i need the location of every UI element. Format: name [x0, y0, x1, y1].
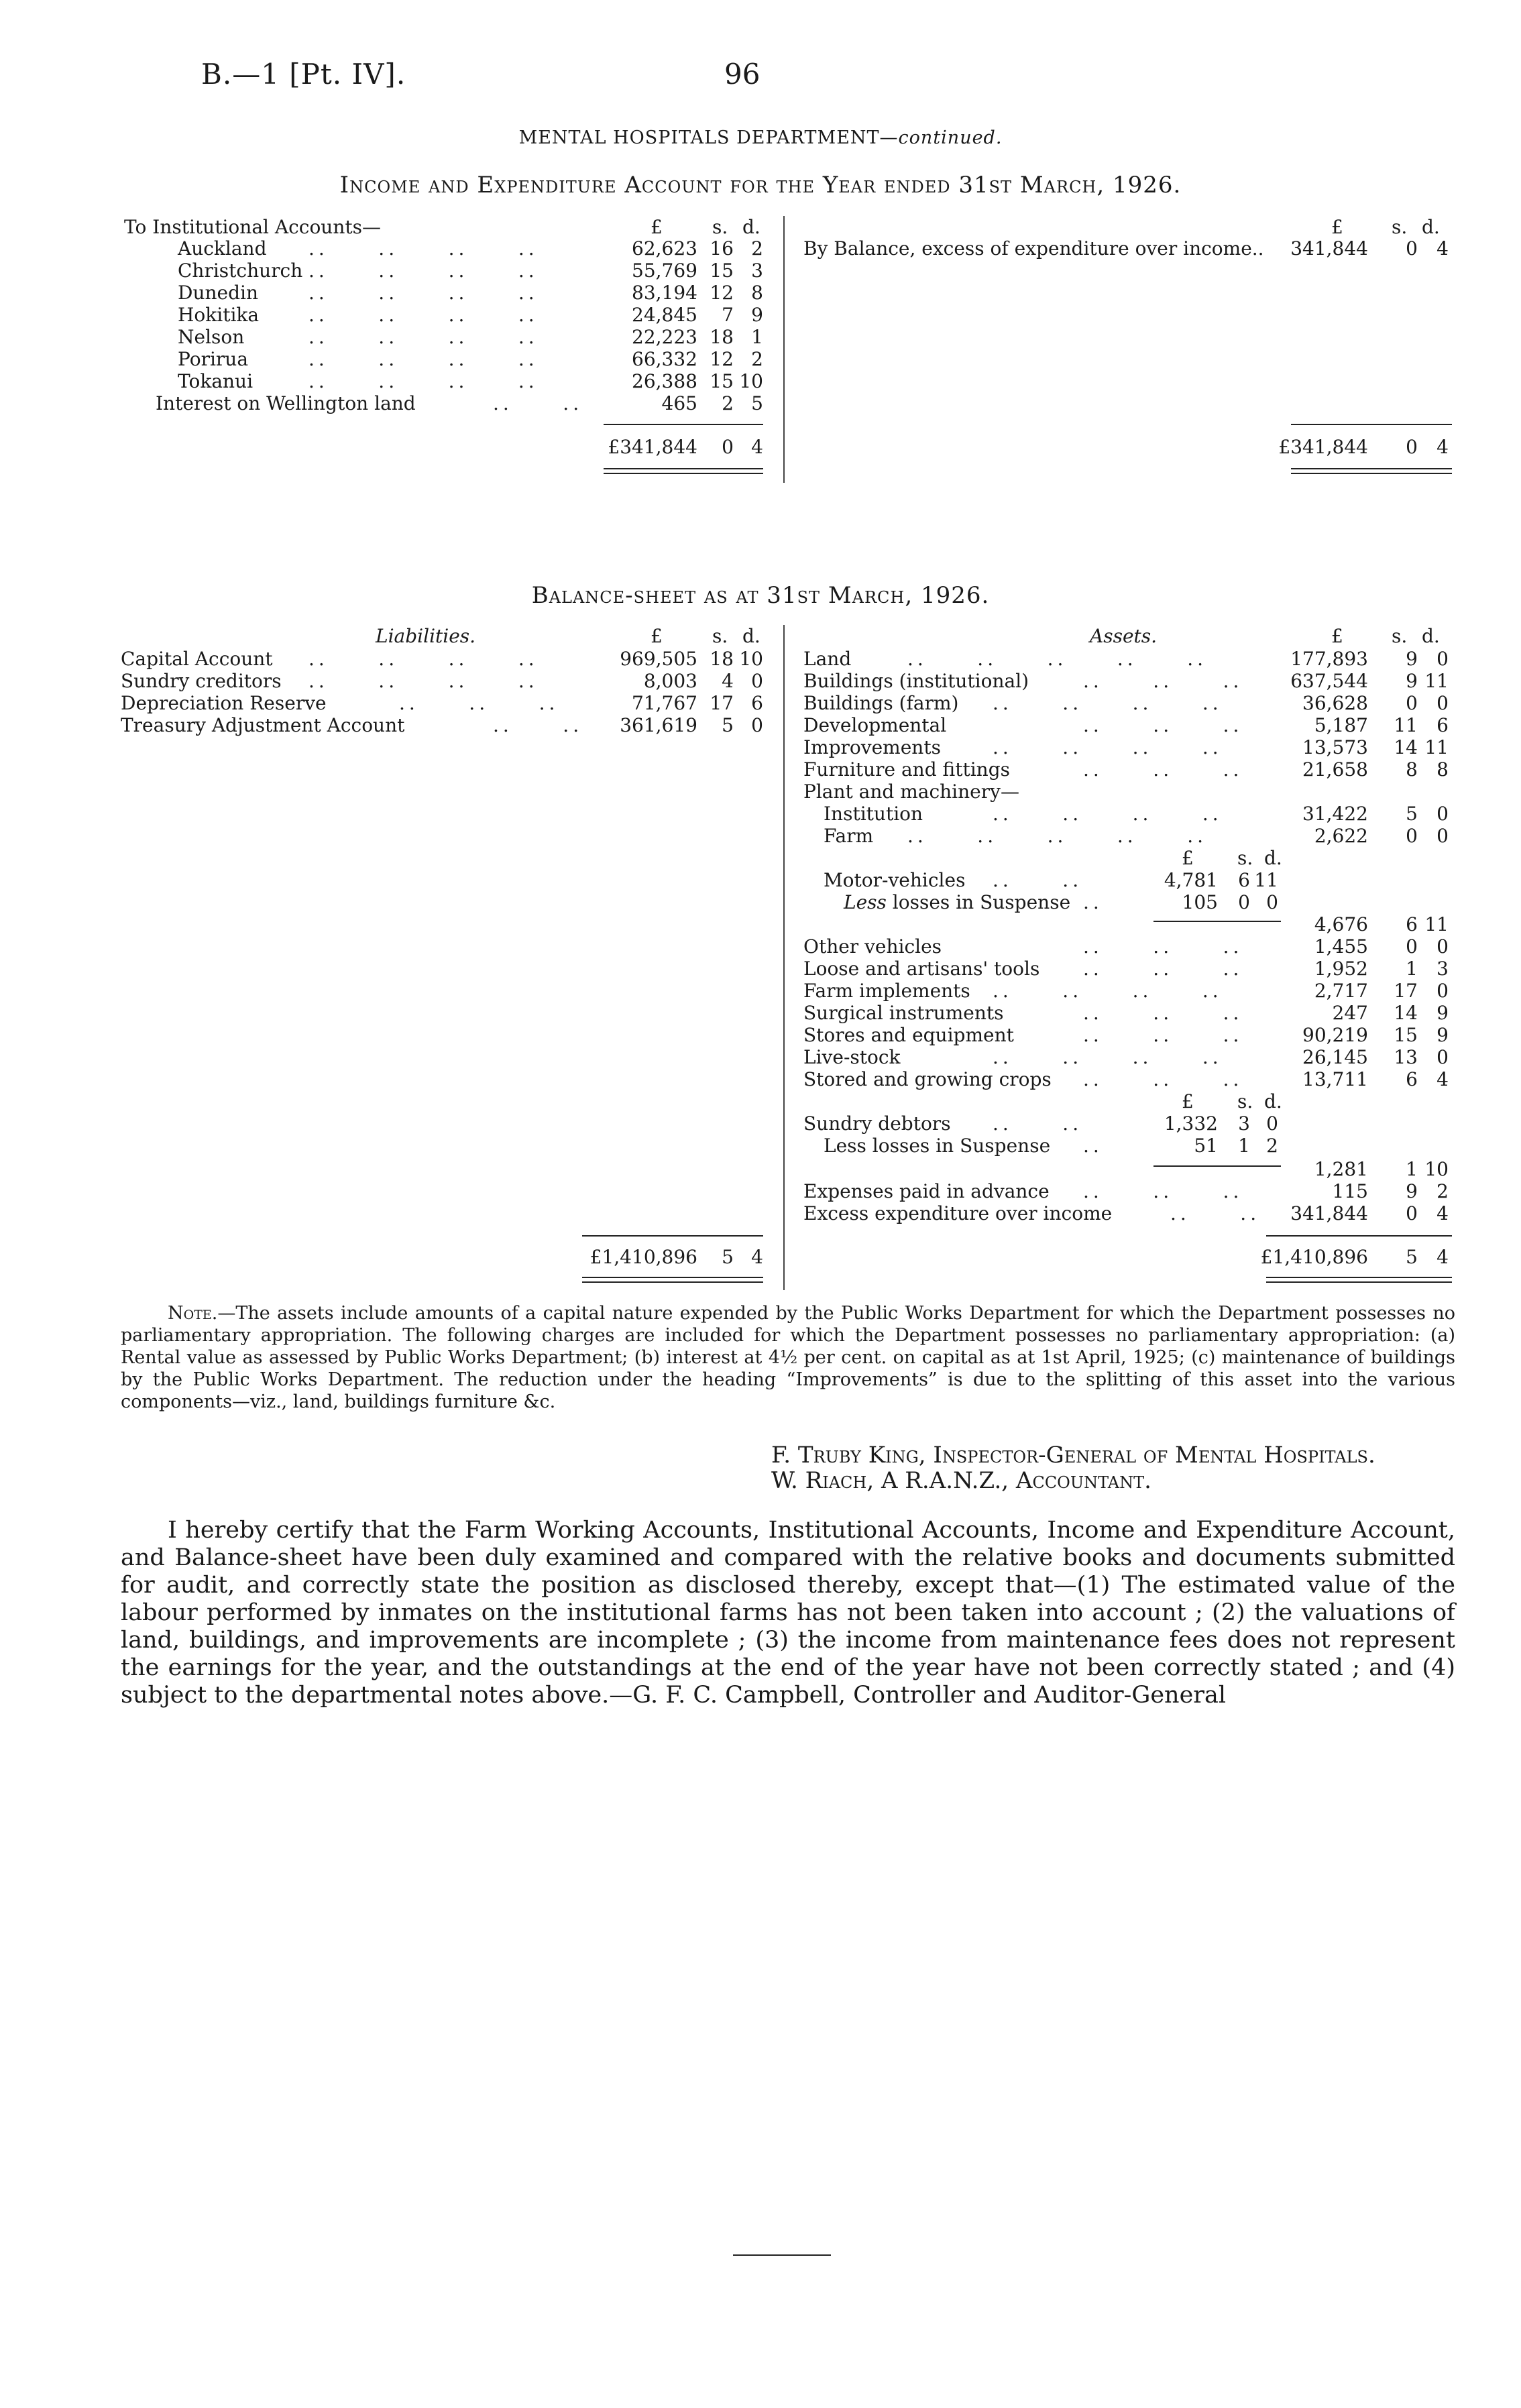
- table-row: [0, 1112, 1475, 1135]
- table-row: [0, 260, 778, 282]
- row-pence: 5: [751, 392, 763, 414]
- signature-accountant: W. Riach, A R.A.N.Z., Accountant.: [771, 1467, 1151, 1494]
- closing-rule: [733, 2254, 831, 2256]
- row-shillings: 15: [1394, 1024, 1418, 1046]
- row-shillings: 11: [1394, 714, 1418, 736]
- row-label: Depreciation Reserve: [121, 692, 327, 714]
- row-pence: 0: [1436, 935, 1449, 958]
- note-lead: Note.: [168, 1303, 218, 1324]
- table-row: [0, 1068, 1475, 1091]
- row-pounds: 24,845: [632, 304, 697, 326]
- row-label: Expenses paid in advance: [803, 1180, 1050, 1202]
- row-pounds: 341,844: [1290, 237, 1368, 260]
- table-row: [0, 714, 1475, 737]
- row-label: Sundry creditors: [121, 670, 282, 692]
- signature-inspector: F. Truby King, Inspector-General of Mental Hospitals.: [771, 1442, 1375, 1469]
- col-pence: d.: [1422, 216, 1440, 238]
- total-pence: 4: [751, 1246, 763, 1268]
- sub-col-pounds: £: [1182, 847, 1194, 869]
- row-label: Treasury Adjustment Account: [121, 714, 405, 736]
- row-shillings: 12: [710, 348, 734, 370]
- leader-dots: .. .. ..: [1083, 958, 1243, 980]
- table-row: [0, 1202, 1475, 1225]
- leader-dots: .. .. .. ..: [993, 736, 1223, 758]
- total-pence: 4: [1436, 1246, 1449, 1268]
- row-pounds: 5,187: [1314, 714, 1368, 736]
- double-rule-bottom: [1266, 1281, 1452, 1283]
- row-pounds: 1,455: [1314, 935, 1368, 958]
- col-shillings: s.: [1392, 216, 1408, 238]
- leader-dots: .. .. .. ..: [308, 670, 539, 692]
- row-label: Stores and equipment: [803, 1024, 1014, 1046]
- total-pence: 4: [751, 436, 763, 458]
- row-pounds: 637,544: [1290, 670, 1368, 692]
- row-shillings: 9: [1406, 1180, 1418, 1202]
- sub-col-pence: d.: [1264, 847, 1282, 869]
- leader-dots: ..: [1083, 891, 1103, 913]
- row-label: Furniture and fittings: [803, 758, 1010, 781]
- double-rule-bottom: [604, 473, 763, 474]
- row-label: By Balance, excess of expenditure over income..: [803, 237, 1264, 260]
- sub-pounds: 1,332: [1164, 1112, 1218, 1135]
- row-pence: 4: [1436, 1068, 1449, 1090]
- total-pounds: £1,410,896: [589, 1246, 697, 1268]
- double-rule-top: [604, 468, 763, 469]
- row-pence: 11: [1424, 670, 1449, 692]
- row-shillings: 15: [710, 260, 734, 282]
- row-label: Excess expenditure over income: [803, 1202, 1113, 1224]
- row-pounds: 55,769: [632, 260, 697, 282]
- row-label: Auckland: [178, 237, 267, 260]
- row-shillings: 8: [1406, 758, 1418, 781]
- liabilities-heading: Liabilities.: [376, 625, 476, 647]
- row-shillings: 15: [710, 370, 734, 392]
- leader-dots: .. ..: [493, 392, 583, 414]
- col-shillings: s.: [1392, 625, 1408, 647]
- leader-dots: .. .. .. .. ..: [907, 648, 1208, 670]
- row-label: Buildings (institutional): [803, 670, 1029, 692]
- row-pence: 8: [1436, 758, 1449, 781]
- report-reference: B.—1 [Pt. IV].: [201, 58, 406, 91]
- row-pounds: 361,619: [620, 714, 697, 736]
- leader-dots: .. ..: [993, 1112, 1083, 1135]
- row-shillings: 9: [1406, 648, 1418, 670]
- row-pence: 0: [1436, 692, 1449, 714]
- row-label: Christchurch: [178, 260, 303, 282]
- leader-dots: .. .. .. ..: [993, 1046, 1223, 1068]
- total-pounds: £341,844: [1278, 436, 1368, 458]
- sub-col-shillings: s.: [1237, 1090, 1253, 1112]
- table-row: [0, 282, 778, 304]
- table-row: [0, 370, 778, 393]
- row-pounds: 26,388: [632, 370, 697, 392]
- sub-shillings: 1: [1238, 1135, 1250, 1157]
- row-pounds: 465: [661, 392, 697, 414]
- rule-line: [1266, 1235, 1452, 1237]
- col-pence: d.: [1422, 625, 1440, 647]
- leader-dots: .. ..: [993, 869, 1083, 891]
- row-pounds: 71,767: [632, 692, 697, 714]
- table-row: [0, 348, 778, 371]
- row-pence: 8: [751, 282, 763, 304]
- department-heading: [0, 127, 1521, 148]
- double-rule-top: [1291, 468, 1452, 469]
- row-pence: 6: [751, 692, 763, 714]
- row-pounds: 969,505: [620, 648, 697, 670]
- table-row: [0, 825, 1475, 848]
- row-pence: 3: [1436, 958, 1449, 980]
- row-pence: 6: [1436, 714, 1449, 736]
- row-label: Interest on Wellington land: [156, 392, 416, 414]
- leader-dots: .. .. ..: [1083, 670, 1243, 692]
- col-shillings: s.: [712, 625, 728, 647]
- table-row: [0, 935, 1475, 958]
- table-row: [0, 1046, 1475, 1069]
- row-pounds: 1,281: [1314, 1158, 1368, 1180]
- row-shillings: 2: [722, 392, 734, 414]
- total-pence: 4: [1436, 436, 1449, 458]
- row-shillings: 13: [1394, 1046, 1418, 1068]
- leader-dots: .. .. .. ..: [308, 237, 539, 260]
- department-continued: continued.: [898, 127, 1003, 148]
- row-label: Improvements: [803, 736, 941, 758]
- row-pence: 9: [1436, 1024, 1449, 1046]
- row-shillings: 16: [710, 237, 734, 260]
- row-pounds: 22,223: [632, 326, 697, 348]
- row-label: Buildings (farm): [803, 692, 959, 714]
- row-label: Stored and growing crops: [803, 1068, 1052, 1090]
- row-pounds: 177,893: [1290, 648, 1368, 670]
- row-label: Motor-vehicles: [824, 869, 966, 891]
- less-label: Less: [844, 891, 887, 913]
- table-row: [0, 670, 1475, 693]
- table-row: [0, 1180, 1475, 1203]
- leader-dots: .. .. ..: [1083, 1002, 1243, 1024]
- total-shillings: 5: [722, 1246, 734, 1268]
- leader-dots: .. .. .. ..: [308, 348, 539, 370]
- row-pence: 10: [1424, 1158, 1449, 1180]
- table-row: [0, 758, 1475, 781]
- row-pence: 0: [1436, 980, 1449, 1002]
- leader-dots: .. .. ..: [1083, 1180, 1243, 1202]
- income-account-title: Income and Expenditure Account for the Year ended 31st March, 1926.: [339, 172, 1182, 198]
- row-pence: 4: [1436, 237, 1449, 260]
- table-row: [0, 392, 778, 415]
- sub-pence: 11: [1254, 869, 1278, 891]
- table-row: [0, 1002, 1475, 1025]
- balance-sheet-title: Balance-sheet as at 31st March, 1926.: [531, 582, 990, 609]
- leader-dots: .. ..: [493, 714, 583, 736]
- sub-pounds: 4,781: [1164, 869, 1218, 891]
- leader-dots: .. .. ..: [1083, 758, 1243, 781]
- row-shillings: 17: [1394, 980, 1418, 1002]
- row-pounds: 4,676: [1314, 913, 1368, 935]
- row-shillings: 1: [1406, 1158, 1418, 1180]
- sub-shillings: 6: [1238, 869, 1250, 891]
- leader-dots: .. .. .. ..: [993, 803, 1223, 825]
- row-pence: 0: [1436, 825, 1449, 847]
- row-shillings: 0: [1406, 692, 1418, 714]
- row-pounds: 26,145: [1302, 1046, 1368, 1068]
- leader-dots: ..: [1083, 1135, 1103, 1157]
- page-number: 96: [724, 58, 760, 91]
- row-label: Institution: [824, 803, 923, 825]
- row-label: Live-stock: [803, 1046, 901, 1068]
- row-shillings: 14: [1394, 1002, 1418, 1024]
- row-label: Dunedin: [178, 282, 258, 304]
- row-pence: 11: [1424, 736, 1449, 758]
- table-row: [0, 980, 1475, 1002]
- row-pence: 10: [739, 648, 763, 670]
- table-row: [0, 648, 1475, 671]
- row-pounds: 2,622: [1314, 825, 1368, 847]
- leader-dots: .. .. .. ..: [308, 304, 539, 326]
- row-shillings: 1: [1406, 958, 1418, 980]
- leader-dots: .. .. .. ..: [308, 326, 539, 348]
- row-shillings: 6: [1406, 913, 1418, 935]
- sub-pence: 0: [1266, 1112, 1278, 1135]
- row-pence: 0: [1436, 648, 1449, 670]
- department-name: MENTAL HOSPITALS DEPARTMENT—: [518, 127, 899, 148]
- row-label: Sundry debtors: [803, 1112, 951, 1135]
- row-shillings: 7: [722, 304, 734, 326]
- col-pounds: £: [651, 216, 663, 238]
- row-label: Tokanui: [178, 370, 253, 392]
- total-shillings: 0: [722, 436, 734, 458]
- row-pence: 0: [1436, 1046, 1449, 1068]
- row-shillings: 0: [1406, 237, 1418, 260]
- row-label: Porirua: [178, 348, 249, 370]
- row-shillings: 5: [1406, 803, 1418, 825]
- row-shillings: 17: [710, 692, 734, 714]
- row-pence: 1: [751, 326, 763, 348]
- row-shillings: 5: [722, 714, 734, 736]
- leader-dots: .. .. .. ..: [308, 648, 539, 670]
- leader-dots: .. .. ..: [1083, 714, 1243, 736]
- col-pounds: £: [1331, 216, 1343, 238]
- row-pounds: 36,628: [1302, 692, 1368, 714]
- sub-col-shillings: s.: [1237, 847, 1253, 869]
- leader-dots: .. ..: [1170, 1202, 1261, 1224]
- row-pence: 9: [751, 304, 763, 326]
- row-pence: 2: [751, 348, 763, 370]
- row-shillings: 14: [1394, 736, 1418, 758]
- leader-dots: .. .. .. ..: [308, 370, 539, 392]
- col-pounds: £: [1331, 625, 1343, 647]
- row-pence: 3: [751, 260, 763, 282]
- sub-pounds: 105: [1182, 891, 1218, 913]
- row-pence: 4: [1436, 1202, 1449, 1224]
- total-pounds: £341,844: [608, 436, 697, 458]
- sub-col-pence: d.: [1264, 1090, 1282, 1112]
- table-row: [0, 692, 1475, 715]
- rule-line: [604, 424, 763, 425]
- row-shillings: 18: [710, 648, 734, 670]
- row-shillings: 6: [1406, 1068, 1418, 1090]
- row-label: Developmental: [803, 714, 947, 736]
- leader-dots: .. .. .. .. ..: [907, 825, 1208, 847]
- row-pounds: 247: [1332, 1002, 1368, 1024]
- col-pence: d.: [742, 216, 760, 238]
- leader-dots: .. .. .. ..: [308, 260, 539, 282]
- row-pounds: 115: [1332, 1180, 1368, 1202]
- sub-shillings: 3: [1238, 1112, 1250, 1135]
- assets-total: [0, 1246, 1475, 1269]
- row-pounds: 8,003: [643, 670, 697, 692]
- table-row: [0, 736, 1475, 759]
- table-row: [0, 237, 1475, 260]
- rule-line: [582, 1235, 763, 1237]
- income-right-total: [0, 436, 1475, 459]
- total-shillings: 0: [1406, 436, 1418, 458]
- sub-pounds: 51: [1194, 1135, 1218, 1157]
- row-shillings: 12: [710, 282, 734, 304]
- row-label: Capital Account: [121, 648, 273, 670]
- leader-dots: .. .. ..: [1083, 1068, 1243, 1090]
- table-row: [0, 304, 778, 327]
- table-row: [0, 1135, 1475, 1157]
- row-pence: 11: [1424, 913, 1449, 935]
- row-shillings: 18: [710, 326, 734, 348]
- double-rule-top: [582, 1277, 763, 1278]
- row-pounds: 66,332: [632, 348, 697, 370]
- row-label: Hokitika: [178, 304, 260, 326]
- leader-dots: .. .. ..: [1083, 935, 1243, 958]
- row-pence: 0: [1436, 803, 1449, 825]
- row-label: Surgical instruments: [803, 1002, 1004, 1024]
- row-pounds: 2,717: [1314, 980, 1368, 1002]
- row-pence: 2: [1436, 1180, 1449, 1202]
- row-label: Loose and artisans' tools: [803, 958, 1040, 980]
- leader-dots: .. .. .. ..: [308, 282, 539, 304]
- row-shillings: 0: [1406, 825, 1418, 847]
- row-label: losses in Suspense: [886, 891, 1071, 913]
- row-pounds: 341,844: [1290, 1202, 1368, 1224]
- note-text: —The assets include amounts of a capital nature expended by the Public Works Department for which the Department possesses no parliamentary appropriation. The following charges are included for which the Department possesses no parliamentary appropriation: (a) Rental value as assessed by Public Works Department; (b) interest at 4½ per cent. on capital as at 1st April, 1925; (c) maintenance of buildings by the Public Works Department. The reduction under the heading “Improvements” is due to the splitting of this asset into the various components—viz., land, buildings furniture &c.: [121, 1303, 1455, 1412]
- row-label: Nelson: [178, 326, 245, 348]
- table-row: [0, 803, 1475, 825]
- total-shillings: 5: [1406, 1246, 1418, 1268]
- row-pounds: 90,219: [1302, 1024, 1368, 1046]
- row-pounds: 62,623: [632, 237, 697, 260]
- table-row: [0, 869, 1475, 892]
- row-shillings: 9: [1406, 670, 1418, 692]
- table-row: [0, 326, 778, 349]
- double-rule-top: [1266, 1277, 1452, 1278]
- sub-shillings: 0: [1238, 891, 1250, 913]
- row-pence: 0: [751, 670, 763, 692]
- row-pence: 0: [751, 714, 763, 736]
- sub-pence: 0: [1266, 891, 1278, 913]
- certificate-text: I hereby certify that the Farm Working Accounts, Institutional Accounts, Income and Expenditure Account, and Balance-sheet have been duly examined and compared with the relative books and documents submitted for audit, and correctly state the position as disclosed thereby, except that—(1) The estimated value of the labour performed by inmates on the institutional farms has not been taken into account ; (2) the valuations of land, buildings, and improvements are incomplete ; (3) the income from maintenance fees does not represent the earnings for the year, and the outstandings at the end of the year have not been correctly stated ; and (4) subject to the departmental notes above.—G. F. C. Campbell, Controller and Auditor-General: [121, 1517, 1455, 1709]
- row-pence: 10: [739, 370, 763, 392]
- row-pence: 9: [1436, 1002, 1449, 1024]
- row-label: Other vehicles: [803, 935, 942, 958]
- row-pounds: 83,194: [632, 282, 697, 304]
- col-pence: d.: [742, 625, 760, 647]
- row-pounds: 1,952: [1314, 958, 1368, 980]
- row-pounds: 13,711: [1302, 1068, 1368, 1090]
- row-shillings: 0: [1406, 1202, 1418, 1224]
- row-label: Land: [803, 648, 852, 670]
- table-row: [0, 913, 1475, 936]
- row-pounds: 21,658: [1302, 758, 1368, 781]
- leader-dots: .. .. ..: [1083, 1024, 1243, 1046]
- row-pence: 2: [751, 237, 763, 260]
- col-shillings: s.: [712, 216, 728, 238]
- row-label: Farm: [824, 825, 874, 847]
- row-shillings: 0: [1406, 935, 1418, 958]
- row-pounds: 13,573: [1302, 736, 1368, 758]
- row-label: Less losses in Suspense: [824, 1135, 1051, 1157]
- double-rule-bottom: [1291, 473, 1452, 474]
- audit-certificate: [121, 1517, 1455, 1709]
- note-paragraph: [121, 1302, 1455, 1413]
- row-pounds: 31,422: [1302, 803, 1368, 825]
- leader-dots: .. .. ..: [399, 692, 559, 714]
- table-row: [0, 1158, 1475, 1181]
- plant-heading: Plant and machinery—: [803, 781, 1019, 803]
- leader-dots: .. .. .. ..: [993, 980, 1223, 1002]
- table-row: [0, 891, 1475, 914]
- total-pounds: £1,410,896: [1260, 1246, 1368, 1268]
- table-row: [0, 1024, 1475, 1047]
- table-row: [0, 958, 1475, 980]
- row-label: Farm implements: [803, 980, 970, 1002]
- col-pounds: £: [651, 625, 663, 647]
- institutional-heading: To Institutional Accounts—: [124, 216, 381, 238]
- double-rule-bottom: [582, 1281, 763, 1283]
- leader-dots: .. .. .. ..: [993, 692, 1223, 714]
- sub-col-pounds: £: [1182, 1090, 1194, 1112]
- assets-heading: Assets.: [1090, 625, 1158, 647]
- row-shillings: 4: [722, 670, 734, 692]
- sub-pence: 2: [1266, 1135, 1278, 1157]
- rule-line: [1291, 424, 1452, 425]
